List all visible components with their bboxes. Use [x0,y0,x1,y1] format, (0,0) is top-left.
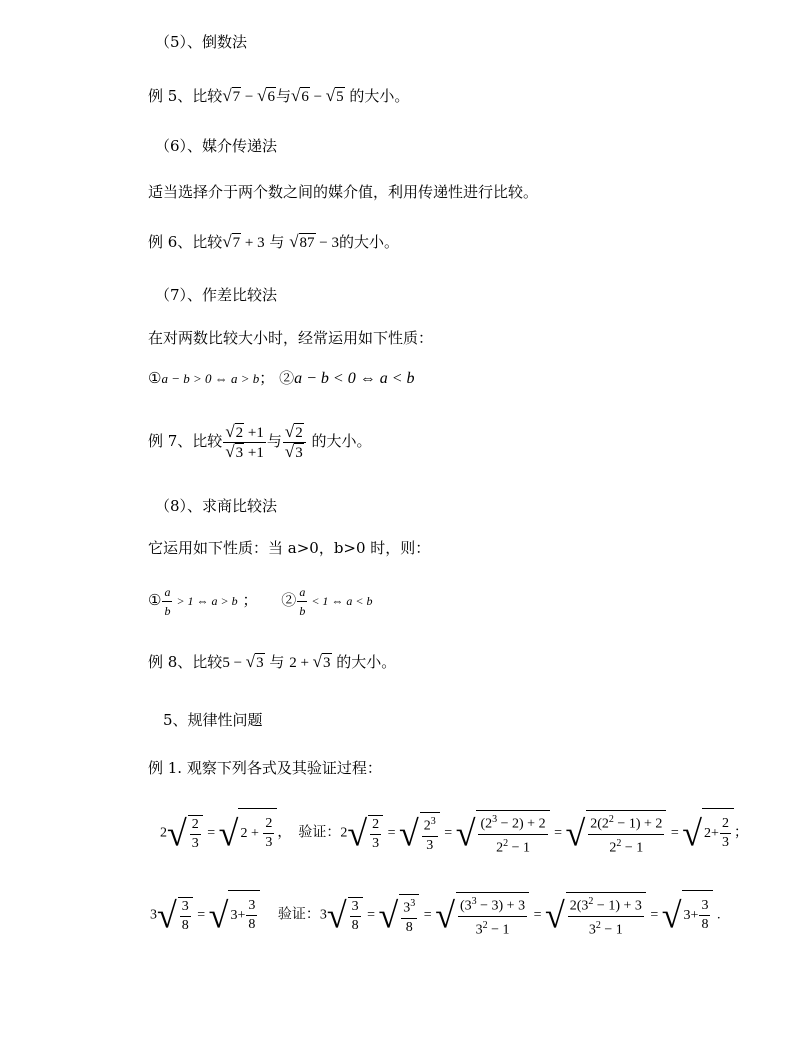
ex5-suffix: 的大小。 [349,87,410,105]
example-6: 例 6、比较√7 + 3 与 √87 − 3的大小。 [148,232,400,251]
f2-n3a: (3 [459,898,472,914]
ex6-b: 87 [299,235,315,251]
section-6-heading: （6）、媒介传递法 [155,137,278,155]
f1-n3a: (2 [480,816,493,832]
f2-d2: 8 [351,917,359,933]
ex6-prefix: 例 6、比较 [148,233,223,251]
f2-d3a: 3 [475,922,483,938]
ex7-d2: 3 [295,444,303,461]
f1-sup1: 3 [430,816,436,828]
ex5-mid: 与 [275,87,291,105]
ex6-b-rest: − 3 [315,235,340,251]
formula-2: 3√ $\frac{3}{8}$ = √ 3+ $\frac{3}{8}$ 验证：3√ $\frac{3}{8}$ = √ $\frac{3^3}{8}$ = √ $\frac{(3^3 - 3) + 3}{3^2 - 1}$ = √ $\frac{2(3^2 - 1) + 3}{3^2 - 1}$ = √ 3+ $\frac{3}{8}$ . [150,890,720,941]
f1-n4b: 2 [608,813,614,825]
f1-c1b: 2 [720,815,731,834]
section-6-text: 适当选择介于两个数之间的媒介值，利用传递性进行比较。 [148,183,539,201]
f1-n4c: − 1) + 2 [613,816,663,832]
ex8-b-r: 3 [323,655,331,671]
p8-frac2 [297,583,307,620]
f2-d3c: − 1 [487,922,510,938]
f1-d3: 3 [426,837,434,853]
section-7-heading: （7）、作差比较法 [155,286,278,304]
f1-rhs-int: 2 [240,826,248,841]
ex6-a: 7 [232,235,241,251]
f2-rhs-int: 3 [230,908,238,923]
ex7-den-r: 3 [235,444,244,461]
f2-n: 3 [180,898,191,917]
f2-c2: 8 [248,917,256,933]
ex7-num-r: 2 [235,424,244,441]
ex8-a-r: 3 [256,655,264,671]
f2-d3b: 2 [482,919,488,931]
ex8-b: 2 + [289,655,313,671]
f1-d: 3 [191,835,199,851]
f2-rhs-plus2: + [690,908,699,923]
section-rule-heading: 5、规律性问题 [163,711,263,729]
section-5-heading: （5）、倒数法 [155,33,248,51]
f1-d3a: 2 [496,840,504,856]
f2-verify: 验证： [277,907,320,923]
section-7-text: 在对两数比较大小时，经常运用如下性质： [148,329,434,347]
f1-d3b: 2 [503,837,509,849]
f1-n4: 2(2 [590,816,609,832]
f1-n3b: 3 [492,813,498,825]
f1-c2: 3 [265,835,273,851]
f1-k2: 2 [340,825,348,841]
p8-one-rest: > 1 ⇔ a > b [173,594,238,608]
ex7-den-rest: +1 [244,444,264,461]
f2-d3: 8 [405,919,413,935]
f2-d: 8 [181,917,189,933]
ex8-mid: 与 [269,653,285,671]
section-8-heading: （8）、求商比较法 [155,497,278,515]
p7-two-expr: a − b < 0 ⇔ a < b [294,370,415,387]
ex7-num-rest: +1 [244,424,264,441]
p7-two: ② [279,369,295,387]
ex5-b: 6 [267,89,275,105]
f1-c2b: 3 [721,835,729,851]
p8-one: ① [148,591,162,609]
f2-rhs-plus: + [237,908,246,923]
ex7-n2: 2 [295,424,303,441]
property-8 [148,578,373,623]
f2-c2b: 8 [701,917,709,933]
p7-one: ① [148,369,162,387]
f1-d2: 3 [372,835,380,851]
f2-k2: 3 [319,907,327,923]
p7-one-expr: a − b > 0 ⇔ a > b [161,371,260,386]
property-7 [148,366,414,391]
f1-n3c: − 2) + 2 [497,816,546,832]
f2-d4c: − 1 [600,922,623,938]
f1-end: ； [733,825,748,841]
p8-sep: ； [242,591,258,609]
f1-k: 2 [160,825,167,841]
f2-d4b: 2 [595,919,601,931]
ex7-prefix: 例 7、比较 [148,432,223,450]
ex5-prefix: 例 5、比较 [148,87,223,105]
section-8-text: 它运用如下性质：当 a>0，b>0 时，则： [148,539,431,557]
ex7-frac2: $\frac{√2}{√3}$ [283,423,306,462]
ex7-mid: 与 [266,432,282,450]
ex5-c: 6 [301,89,309,105]
f2-n4c: − 1) + 3 [593,898,642,914]
p8-b2: b [297,601,307,620]
f2-sup1: 3 [410,898,416,910]
p8-frac1 [162,583,172,620]
f2-n4b: 2 [588,895,594,907]
ex8-prefix: 例 8、比较 [148,653,223,671]
f1-verify: 验证： [298,825,341,841]
f1-rhs-int2: 2 [704,826,712,841]
f1-rhs-plus2: + [711,826,719,841]
f1-rhs-plus: + [250,826,259,841]
p8-two-rest: < 1 ⇔ a < b [308,594,373,608]
f2-end: . [716,907,721,923]
f1-n: 2 [190,816,201,835]
ex6-suffix: 的大小。 [339,233,400,251]
f2-rhs-int2: 3 [683,908,691,923]
f2-n3: 3 [403,900,411,916]
ex6-mid: 与 [269,233,285,251]
f1-frac-a [188,815,203,853]
f1-d4c: − 1 [621,840,644,856]
ex8-suffix: 的大小。 [336,653,397,671]
f1-c1: 2 [263,815,274,834]
example-1: 例 1. 观察下列各式及其验证过程： [148,759,382,777]
ex5-a: 7 [232,89,241,105]
p8-a1: a [164,584,171,599]
f2-n4: 2(3 [569,898,589,914]
p7-sep: ； [259,369,275,387]
ex5-d: 5 [336,89,344,105]
example-5: 例 5、比较√7 − √6与√6 − √5 的大小。 [148,86,410,105]
p8-two: ② [281,591,297,609]
p8-a2: a [299,584,306,599]
f2-d4a: 3 [588,922,596,938]
f1-n2: 2 [370,816,381,835]
example-7 [148,418,372,464]
ex7-suffix: 的大小。 [311,432,372,450]
ex6-a-rest: + 3 [241,235,265,251]
ex7-frac1: $\frac{√2 +1}{√3 +1}$ [225,421,264,461]
example-8: 例 8、比较5 − √3 与 2 + √3 的大小。 [148,652,397,671]
f2-c1b: 3 [699,897,710,916]
ex8-a: 5 − [222,655,246,671]
f1-d3c: − 1 [508,840,530,856]
p8-b1: b [162,601,172,620]
f2-k: 3 [150,907,157,923]
f1-d4a: 2 [609,840,617,856]
f2-n3c: − 3) + 3 [476,898,526,914]
f1-d4b: 2 [616,837,622,849]
f2-n3b: 3 [471,895,477,907]
f2-c1: 3 [246,897,257,916]
formula-1: 2√ $\frac{2}{3}$ = √ 2 + $\frac{2}{3}$ ， 验证：2√ $\frac{2}{3}$ = √ $\frac{2^3}{3}$ = √ $\frac{(2^3 - 2) + 2}{2^2 - 1}$ = √ $\frac{2(2^2 - 1) + 2}{2^2 - 1}$ = √ 2+ $\frac{2}{3}$ ； [160,808,748,859]
f1-n3: 2 [423,818,431,834]
f2-n2: 3 [350,898,361,917]
